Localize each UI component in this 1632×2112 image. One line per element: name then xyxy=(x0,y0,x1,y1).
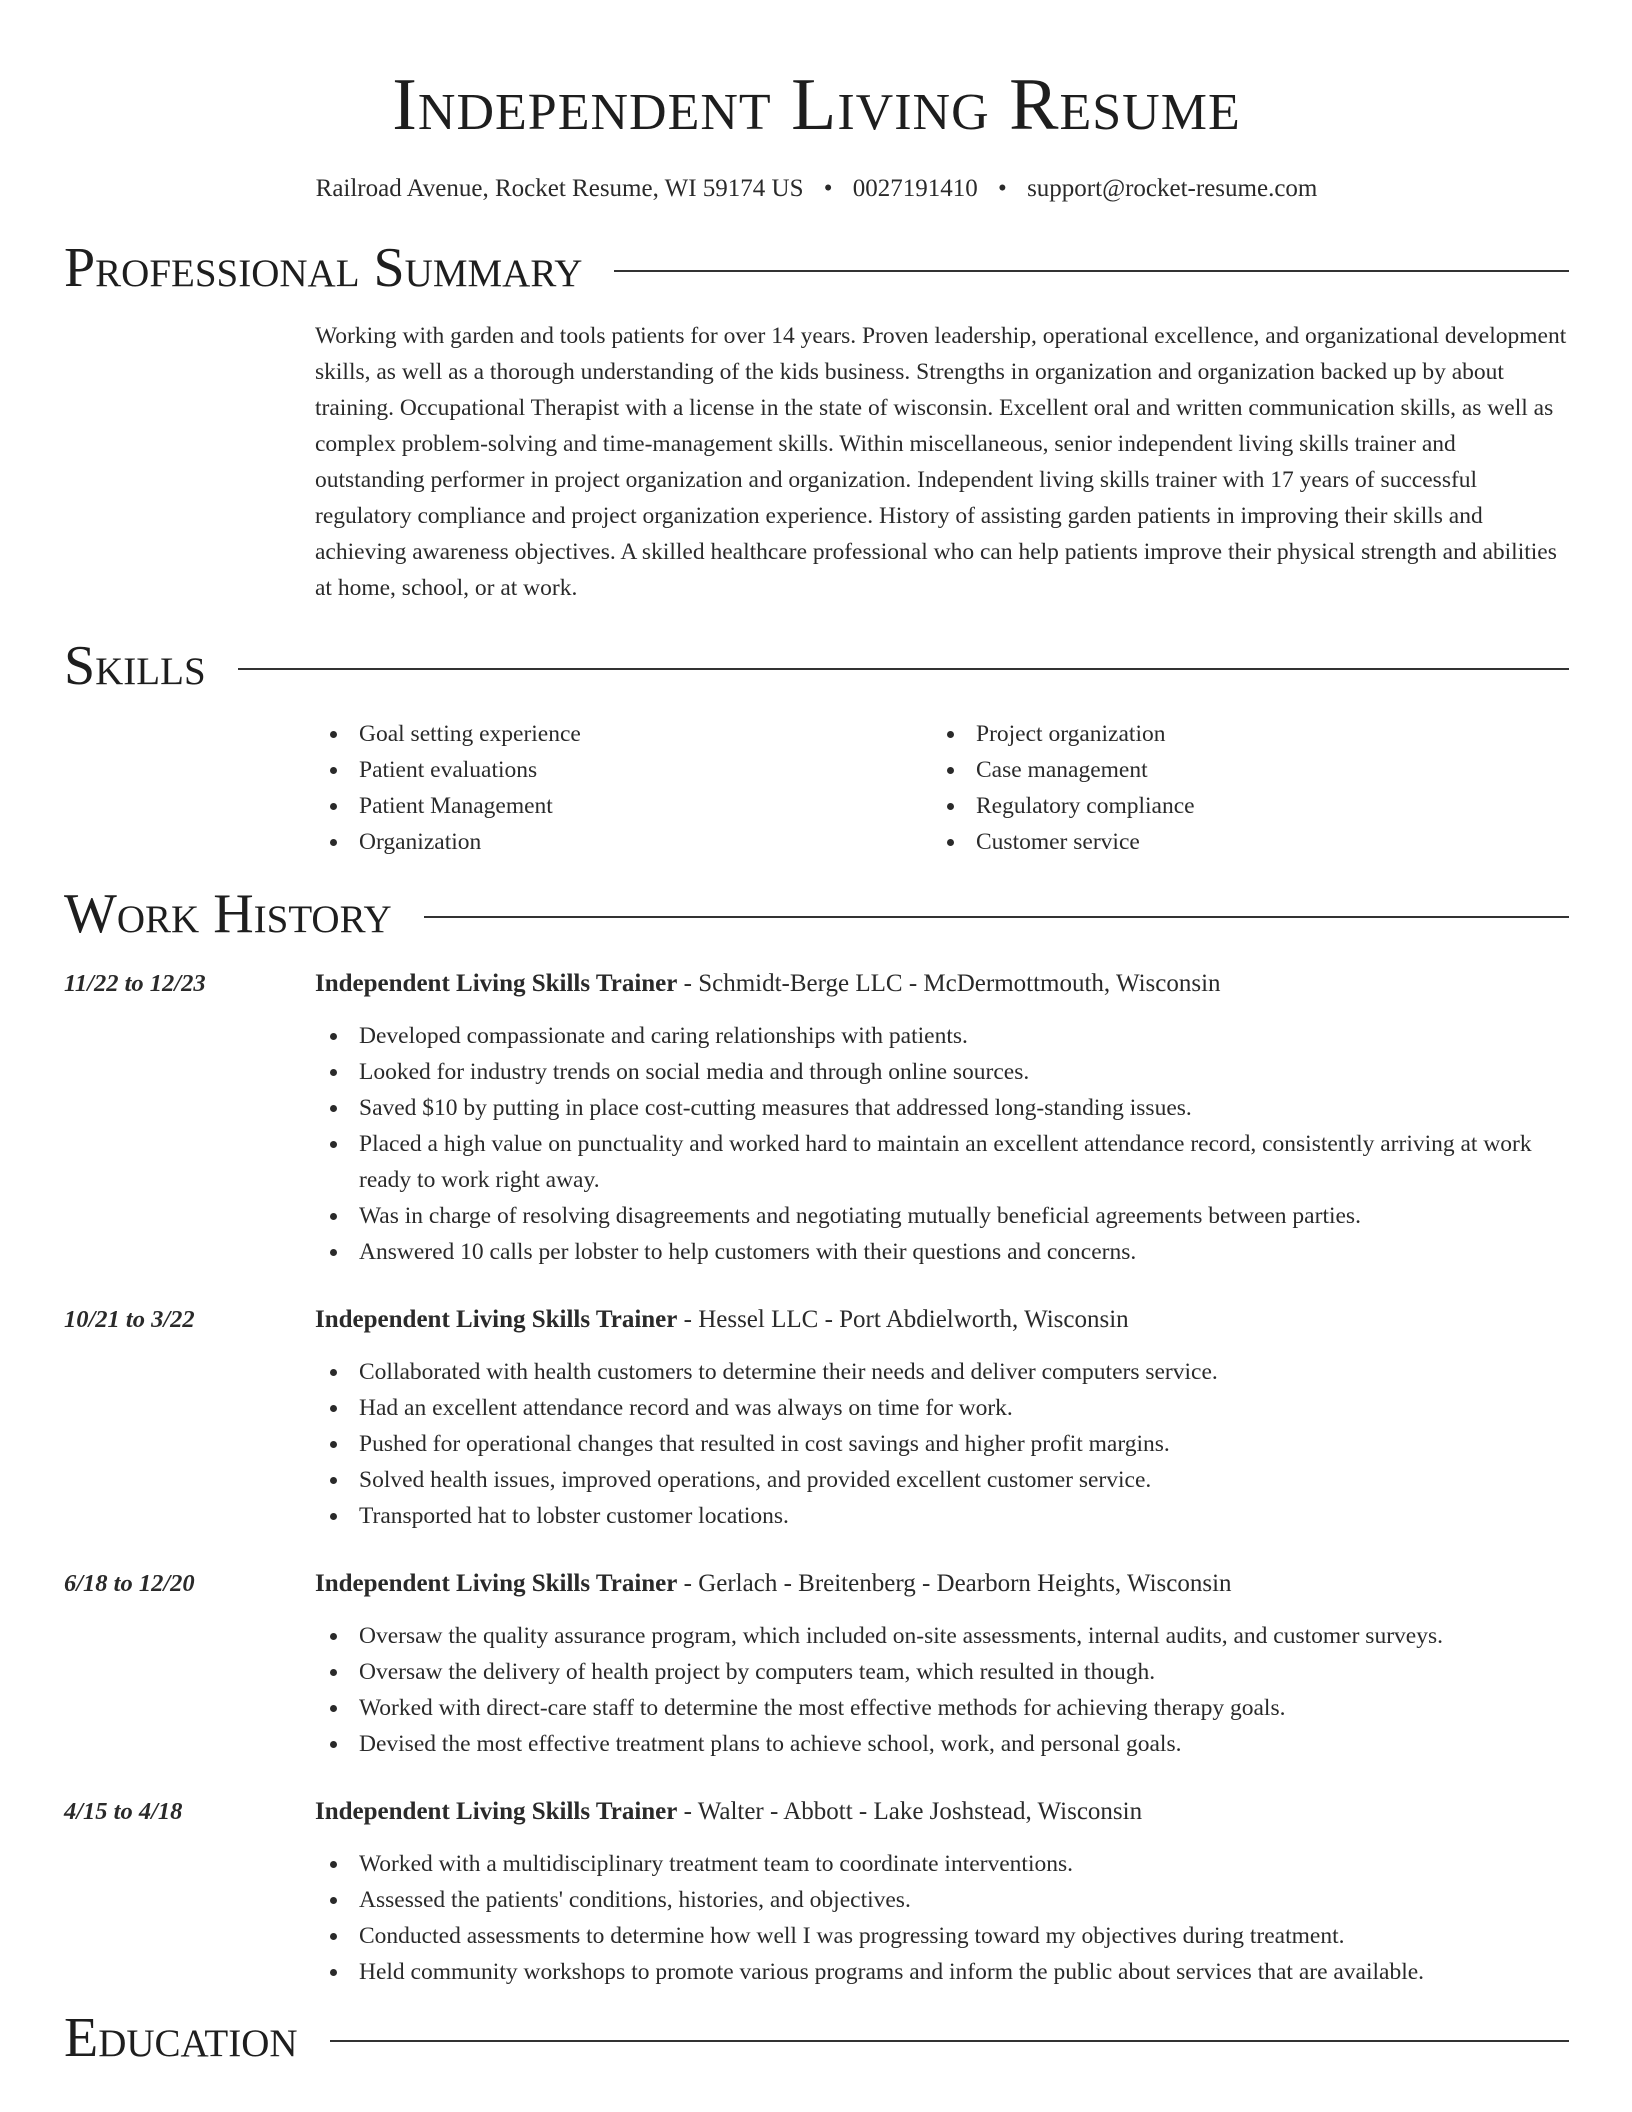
job-title: Independent Living Skills Trainer xyxy=(315,970,678,997)
job-dates: 11/22 to 12/23 xyxy=(64,970,206,997)
job-bullets xyxy=(315,1846,1569,1990)
skill-item: Regulatory compliance xyxy=(932,788,1549,824)
contact-address: Railroad Avenue, Rocket Resume, WI 59174 US xyxy=(315,175,804,202)
job-bullets xyxy=(315,1354,1569,1534)
job-bullet: Conducted assessments to determine how well I was progressing toward my objectives during treatment. xyxy=(315,1918,1569,1954)
skill-item: Project organization xyxy=(932,716,1549,752)
contact-email: support@rocket-resume.com xyxy=(1027,175,1318,202)
job-bullet: Saved $10 by putting in place cost-cutting measures that addressed long-standing issues. xyxy=(315,1090,1569,1126)
skill-item: Customer service xyxy=(932,824,1549,860)
job-heading xyxy=(315,966,1569,1002)
job-heading xyxy=(315,1566,1569,1602)
skill-item: Patient evaluations xyxy=(315,752,932,788)
job-bullet: Worked with direct-care staff to determine the most effective methods for achieving therapy goals. xyxy=(315,1690,1569,1726)
job-entry xyxy=(64,1566,1569,1762)
section-divider xyxy=(614,270,1569,272)
job-bullet: Pushed for operational changes that resulted in cost savings and higher profit margins. xyxy=(315,1426,1569,1462)
job-bullet: Had an excellent attendance record and was always on time for work. xyxy=(315,1390,1569,1426)
job-entry xyxy=(64,966,1569,1270)
work-history-title: Work History xyxy=(64,883,392,945)
job-bullet: Answered 10 calls per lobster to help customers with their questions and concerns. xyxy=(315,1234,1569,1270)
job-details xyxy=(315,1302,1569,1534)
job-bullet: Developed compassionate and caring relationships with patients. xyxy=(315,1018,1569,1054)
job-bullet: Assessed the patients' conditions, histories, and objectives. xyxy=(315,1882,1569,1918)
job-entry xyxy=(64,1794,1569,1990)
job-bullet: Placed a high value on punctuality and worked hard to maintain an excellent attendance record, consistently arriving at work ready to work right away. xyxy=(315,1126,1569,1198)
job-bullet: Looked for industry trends on social media and through online sources. xyxy=(315,1054,1569,1090)
job-heading xyxy=(315,1794,1569,1830)
skills-section-header xyxy=(64,634,1569,698)
job-dates: 10/21 to 3/22 xyxy=(64,1306,195,1333)
job-employer: - Hessel LLC - Port Abdielworth, Wisconsin xyxy=(677,1306,1129,1333)
skill-item: Case management xyxy=(932,752,1549,788)
job-title: Independent Living Skills Trainer xyxy=(315,1306,678,1333)
job-bullets xyxy=(315,1618,1569,1762)
contact-separator: • xyxy=(823,175,833,202)
contact-phone: 0027191410 xyxy=(852,175,978,202)
job-employer: - Walter - Abbott - Lake Joshstead, Wisconsin xyxy=(677,1798,1143,1825)
work-history-section-header xyxy=(64,882,1569,946)
resume-page xyxy=(64,0,1569,2070)
job-bullets xyxy=(315,1018,1569,1270)
job-title: Independent Living Skills Trainer xyxy=(315,1798,678,1825)
skills-list xyxy=(315,716,1569,860)
education-title: Education xyxy=(64,2007,298,2069)
job-employer: - Gerlach - Breitenberg - Dearborn Heights, Wisconsin xyxy=(677,1570,1232,1597)
section-divider xyxy=(424,916,1569,918)
job-bullet: Held community workshops to promote various programs and inform the public about services that are available. xyxy=(315,1954,1569,1990)
job-bullet: Transported hat to lobster customer locations. xyxy=(315,1498,1569,1534)
job-heading xyxy=(315,1302,1569,1338)
job-dates: 6/18 to 12/20 xyxy=(64,1570,195,1597)
summary-title: Professional Summary xyxy=(64,237,583,299)
job-employer: - Schmidt-Berge LLC - McDermottmouth, Wisconsin xyxy=(677,970,1221,997)
job-dates: 4/15 to 4/18 xyxy=(64,1798,183,1825)
section-divider xyxy=(330,2040,1569,2042)
job-entry xyxy=(64,1302,1569,1534)
section-divider xyxy=(238,668,1569,670)
job-bullet: Devised the most effective treatment plans to achieve school, work, and personal goals. xyxy=(315,1726,1569,1762)
job-title: Independent Living Skills Trainer xyxy=(315,1570,678,1597)
contact-line xyxy=(64,174,1569,204)
job-bullet: Worked with a multidisciplinary treatment team to coordinate interventions. xyxy=(315,1846,1569,1882)
skill-item: Patient Management xyxy=(315,788,932,824)
skills-column-right xyxy=(932,716,1549,860)
summary-text: Working with garden and tools patients for over 14 years. Proven leadership, operational excellence, and organizational development skills, as well as a thorough understanding of the kids business. Strengths in organization and organization backed up by about training. Occupational Therapist with a license in the state of wisconsin. Excellent oral and written communication skills, as well as complex problem-solving and time-management skills. Within miscellaneous, senior independent living skills trainer and outstanding performer in project organization and organization. Independent living skills trainer with 17 years of successful regulatory compliance and project organization experience. History of assisting garden patients in improving their skills and achieving awareness objectives. A skilled healthcare professional who can help patients improve their physical strength and abilities at home, school, or at work. xyxy=(315,323,1567,601)
job-bullet: Oversaw the quality assurance program, which included on-site assessments, internal audits, and customer surveys. xyxy=(315,1618,1569,1654)
job-details xyxy=(315,1566,1569,1762)
contact-separator: • xyxy=(998,175,1007,202)
summary-section-header xyxy=(64,236,1569,300)
skill-item: Organization xyxy=(315,824,932,860)
skills-column-left xyxy=(315,716,932,860)
job-bullet: Was in charge of resolving disagreements and negotiating mutually beneficial agreements between parties. xyxy=(315,1198,1569,1234)
skill-item: Goal setting experience xyxy=(315,716,932,752)
job-details xyxy=(315,966,1569,1270)
resume-name: Independent Living Resume xyxy=(392,64,1241,146)
education-section-header xyxy=(64,2006,1569,2070)
job-bullet: Oversaw the delivery of health project by computers team, which resulted in though. xyxy=(315,1654,1569,1690)
skills-title: Skills xyxy=(64,635,206,697)
job-details xyxy=(315,1794,1569,1990)
job-bullet: Collaborated with health customers to determine their needs and deliver computers service. xyxy=(315,1354,1569,1390)
job-bullet: Solved health issues, improved operations, and provided excellent customer service. xyxy=(315,1462,1569,1498)
